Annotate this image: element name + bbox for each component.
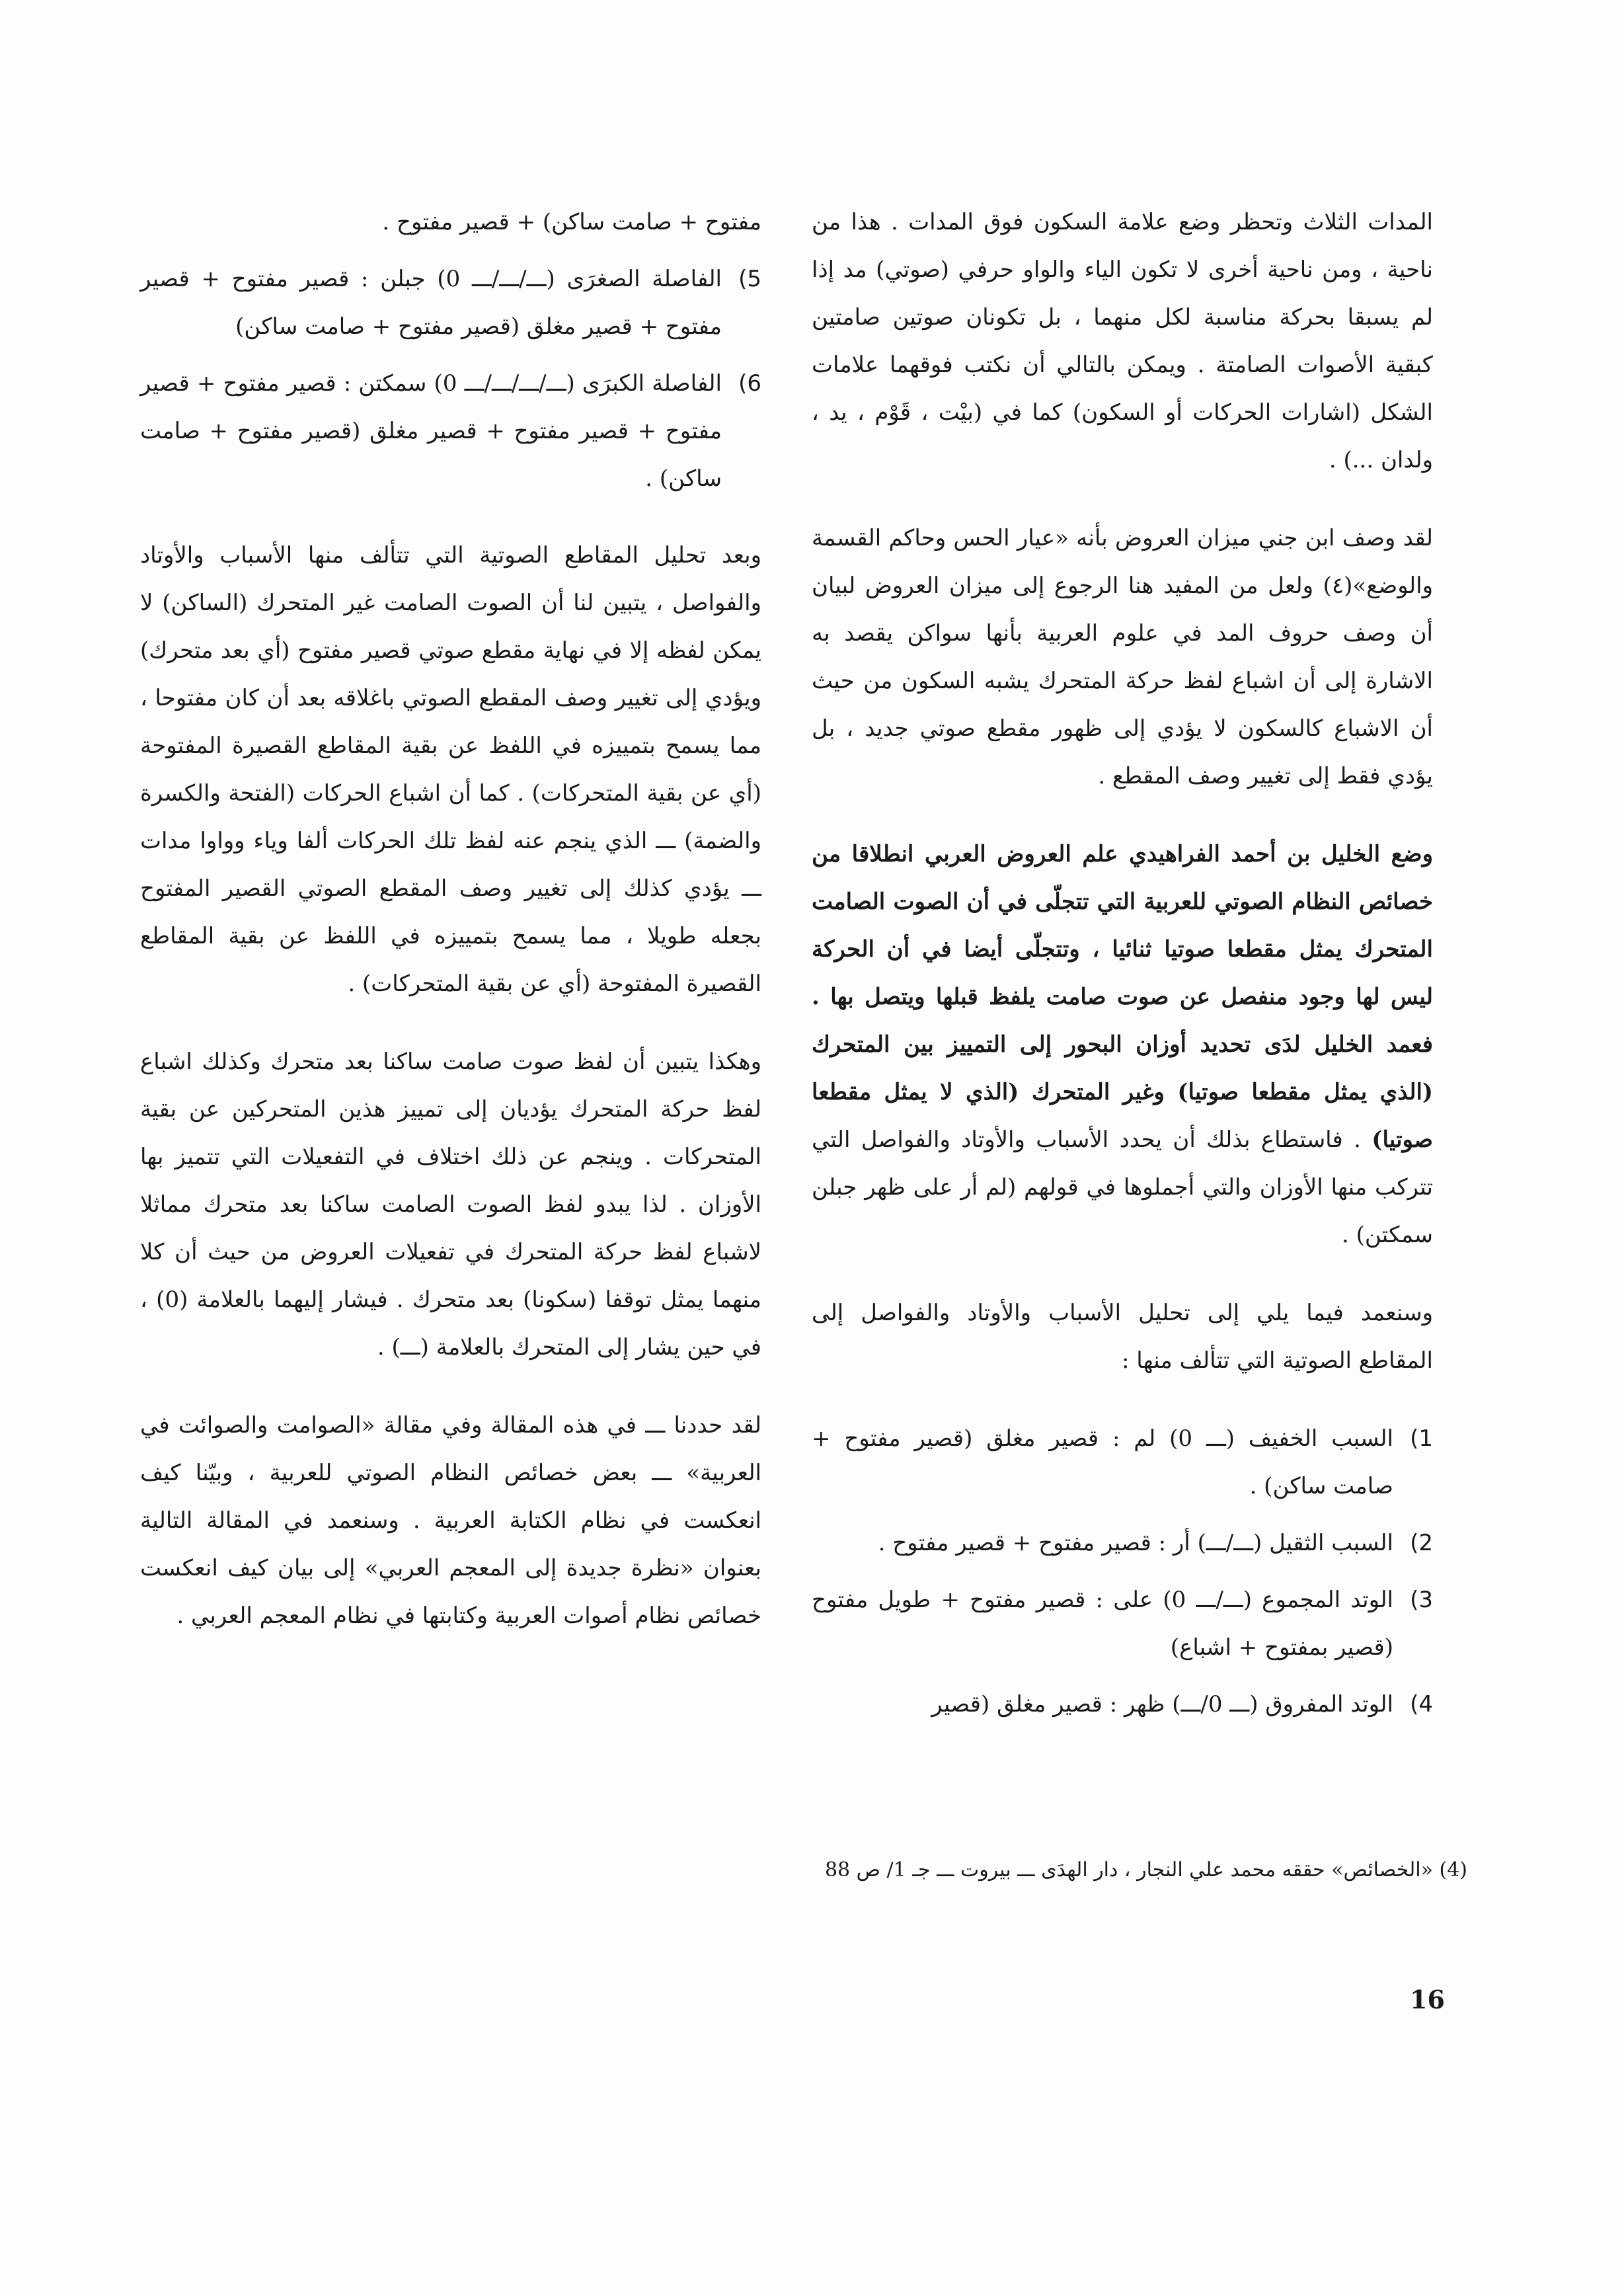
paragraph: لقد حددنا ـــ في هذه المقالة وفي مقالة «الصوامت والصوائت في العربية» ـــ بعض خصائص النظام الصوتي للعربية ، وبيّنا كيف انعكست في نظام الكتابة العربية . وسنعمد في المقالة التالية بعنوان «نظرة جديدة إلى المعجم العربي» إلى بيان كيف انعكست خصائص نظام أصوات العربية وكتابتها في نظام المعجم العربي .	[140, 1412, 761, 1629]
footnote: (4) «الخصائص» حققه محمد علي النجار ، دار الهدَى ـــ بيروت ـــ جـ 1/ ص 88	[824, 1858, 1467, 1881]
left-column	[140, 198, 761, 1670]
list-item	[140, 360, 761, 502]
bold-text: وضع الخليل بن أحمد الفراهيدي علم العروض العربي انطلاقا من خصائص النظام الصوتي للعربية التي تتجلّى في أن الصوت الصامت المتحرك يمثل مقطعا صوتيا ثنائيا ، وتتجلّى أيضا في أن الحركة ليس لها وجود منفصل عن صوت صامت يلفظ قبلها ويتصل بها . فعمد الخليل لدَى تحديد أوزان البحور إلى التمييز بين المتحرك (الذي يمثل مقطعا صوتيا) وغير المتحرك (الذي لا يمثل مقطعا صوتيا)	[812, 841, 1433, 1153]
paragraph-text: . فاستطاع بذلك أن يحدد الأسباب والأوتاد والفواصل التي تتركب منها الأوزان والتي أجملوها في قولهم (لم أر على ظهر جبلن سمكتن) .	[812, 1127, 1433, 1248]
paragraph: المدات الثلاث وتحظر وضع علامة السكون فوق المدات . هذا من ناحية ، ومن ناحية أخرى لا تكون الياء والواو حرفي (صوتي) مد إذا لم يسبقا بحركة مناسبة لكل منهما ، بل تكونان صوتين صامتين كبقية الأصوات الصامتة . ويمكن بالتالي أن نكتب فوقهما علامات الشكل (اشارات الحركات أو السكون) كما في (بيْت ، قَوْم ، يد ، ولدان ...) .	[812, 209, 1433, 473]
list-item	[140, 255, 761, 350]
list-text: الوتد المفروق (ـــ 0/ـــ) ظهر : قصير مغلق (قصير	[931, 1691, 1393, 1718]
right-column	[812, 198, 1433, 1757]
list-item	[812, 1415, 1433, 1510]
list-item	[812, 1519, 1433, 1567]
list-text: الوتد المجموع (ـــ/ـــ 0) على : قصير مفتوح + طويل مفتوح (قصير بمفتوح + اشباع)	[812, 1587, 1393, 1661]
list-item	[812, 1576, 1433, 1671]
list-number: 5)	[738, 266, 761, 292]
syllable-list	[812, 1415, 1433, 1728]
list-number: 2)	[1410, 1530, 1433, 1556]
paragraph: وسنعمد فيما يلي إلى تحليل الأسباب والأوتاد والفواصل إلى المقاطع الصوتية التي تتألف منها :	[812, 1300, 1433, 1374]
list-item	[812, 1681, 1433, 1728]
list-number: 6)	[738, 370, 761, 397]
paragraph: وهكذا يتبين أن لفظ صوت صامت ساكنا بعد متحرك وكذلك اشباع لفظ حركة المتحرك يؤديان إلى تمييز هذين المتحركين عن بقية المتحركات . وينجم عن ذلك اختلاف في التفعيلات التي تتميز بها الأوزان . لذا يبدو لفظ الصوت الصامت ساكنا بعد متحرك مماثلا لاشباع لفظ حركة المتحرك في تفعيلات العروض من حيث أن كلا منهما يمثل توقفا (سكونا) بعد متحرك . فيشار إليهما بالعلامة (0) ، في حين يشار إلى المتحرك بالعلامة (ـــ) .	[140, 1049, 761, 1361]
syllable-list-continued	[140, 198, 761, 502]
paragraph: وبعد تحليل المقاطع الصوتية التي تتألف منها الأسباب والأوتاد والفواصل ، يتبين لنا أن الصوت الصامت غير المتحرك (الساكن) لا يمكن لفظه إلا في نهاية مقطع صوتي قصير مفتوح (أي بعد متحرك) ويؤدي إلى تغيير وصف المقطع الصوتي باغلاقه بعد أن كان مفتوحا ، مما يسمح بتمييزه في اللفظ عن بقية المقاطع القصيرة المفتوحة (أي عن بقية المتحركات) . كما أن اشباع الحركات (الفتحة والكسرة والضمة) ـــ الذي ينجم عنه لفظ تلك الحركات ألفا وياء وواوا مدات ـــ يؤدي كذلك إلى تغيير وصف المقطع الصوتي القصير المفتوح بجعله طويلا ، مما يسمح بتمييزه في اللفظ عن بقية المقاطع القصيرة المفتوحة (أي عن بقية المتحركات) .	[140, 542, 761, 997]
list-text: السبب الثقيل (ـــ/ـــ) أر : قصير مفتوح + قصير مفتوح .	[878, 1530, 1393, 1556]
paragraph-khalil	[812, 830, 1433, 1259]
list-number: 4)	[1410, 1691, 1433, 1718]
list-text: الفاصلة الصغرَى (ـــ/ـــ/ـــ 0) جبلن : قصير مفتوح + قصير مفتوح + قصير مغلق (قصير مفتوح + صامت ساكن)	[140, 266, 722, 340]
list-text: الفاصلة الكبرَى (ـــ/ـــ/ـــ/ـــ 0) سمكتن : قصير مفتوح + قصير مفتوح + قصير مفتوح + قصير مغلق (قصير مفتوح + صامت ساكن) .	[140, 370, 722, 492]
paragraph: لقد وصف ابن جني ميزان العروض بأنه «عيار الحس وحاكم القسمة والوضع»(٤) ولعل من المفيد هنا الرجوع إلى ميزان العروض لبيان أن وصف حروف المد في علوم العربية بأنها سواكن يقصد به الاشارة إلى أن اشباع لفظ حركة المتحرك يشبه السكون من حيث أن الاشباع كالسكون لا يؤدي إلى ظهور مقطع صوتي جديد ، بل يؤدي فقط إلى تغيير وصف المقطع .	[812, 525, 1433, 789]
list-text: السبب الخفيف (ـــ 0) لم : قصير مغلق (قصير مفتوح + صامت ساكن) .	[812, 1425, 1393, 1499]
list-continuation: مفتوح + صامت ساكن) + قصير مفتوح .	[382, 209, 761, 235]
list-number: 1)	[1410, 1425, 1433, 1452]
list-number: 3)	[1410, 1587, 1433, 1613]
page-number: 16	[1410, 1985, 1445, 2014]
